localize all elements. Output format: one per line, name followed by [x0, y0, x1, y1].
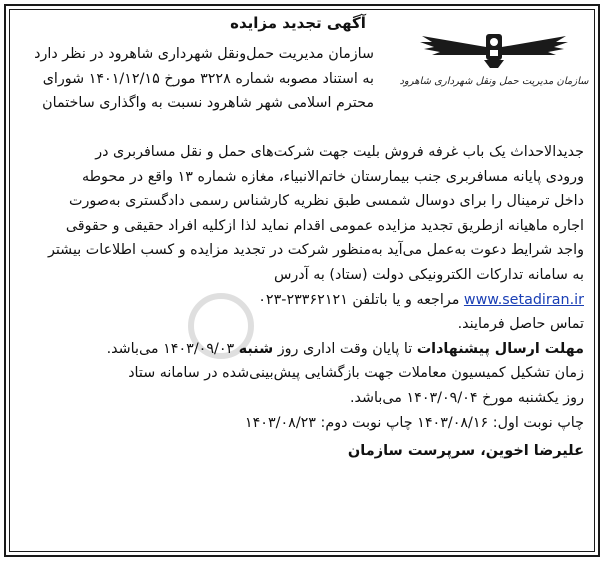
lead-line: محترم اسلامی شهر شاهرود نسبت به واگذاری ساختمان — [42, 95, 374, 112]
lead-line: سازمان مدیریت حمل‌ونقل شهرداری شاهرود در نظر دارد — [34, 46, 374, 62]
committee-line: روز یکشنبه مورخ ۱۴۰۳/۰۹/۰۴ می‌باشد. — [349, 389, 584, 406]
body-line: به سامانه تدارکات الکترونیکی دولت (ستاد) به آدرس — [273, 266, 584, 283]
body-paragraph — [18, 140, 584, 464]
contact-line: تماس حاصل فرمایند. — [457, 316, 584, 333]
body-line: واجد شرایط دعوت به‌عمل می‌آید به‌منظور شرکت در تجدید مزایده و کسب اطلاعات بیشتر — [47, 242, 584, 259]
notice-frame — [4, 4, 600, 557]
logo-caption: سازمان مدیریت حمل ونقل شهرداری شاهرود — [399, 76, 589, 87]
body-line: ورودی پایانه مسافربری جنب بیمارستان خاتم‌الانبیاء، مغازه شماره ۱۳ واقع در محوطه — [82, 168, 584, 185]
signature: علیرضا اخوین، سرپرست سازمان — [347, 443, 584, 460]
deadline-line — [18, 337, 584, 362]
body-line: داخل ترمینال را برای دوسال شمسی طبق نظریه کارشناس رسمی دادگستری به‌صورت — [69, 193, 584, 210]
lead-paragraph — [18, 42, 374, 116]
deadline-rest: ۱۴۰۳/۰۹/۰۳ می‌باشد. — [106, 340, 235, 357]
body-line: اجاره ماهیانه ازطریق تجدید مزایده عمومی اقدام نماید لذا ازکلیه افراد حقیقی و حقوقی — [65, 217, 584, 234]
organization-logo — [394, 28, 594, 90]
wings-emblem-icon — [414, 28, 574, 74]
lead-line: به استناد مصوبه شماره ۳۲۲۸ مورخ ۱۴۰۱/۱۲/۱۵ شورای — [42, 70, 374, 87]
website-link[interactable]: www.setadiran.ir — [463, 291, 584, 308]
deadline-mid: تا پایان وقت اداری روز — [277, 340, 413, 357]
body-line: جدیدالاحداث یک باب غرفه فروش بلیت جهت شرکت‌های حمل و نقل مسافربری در — [95, 144, 584, 160]
notice-title: آگهی تجدید مزایده — [230, 14, 366, 32]
publication-line: چاپ نوبت اول: ۱۴۰۳/۰۸/۱۶ چاپ نوبت دوم: ۱۴۰۳/۰۸/۲۳ — [244, 414, 584, 431]
website-suffix: مراجعه و یا باتلفن ۲۳۳۶۲۱۲۱-۰۲۳ — [258, 291, 460, 308]
deadline-label: مهلت ارسال پیشنهادات — [416, 340, 584, 357]
committee-line: زمان تشکیل کمیسیون معاملات جهت بازگشایی پیش‌بینی‌شده در سامانه ستاد — [128, 365, 584, 382]
website-line — [18, 288, 584, 313]
deadline-day: شنبه — [238, 340, 274, 357]
